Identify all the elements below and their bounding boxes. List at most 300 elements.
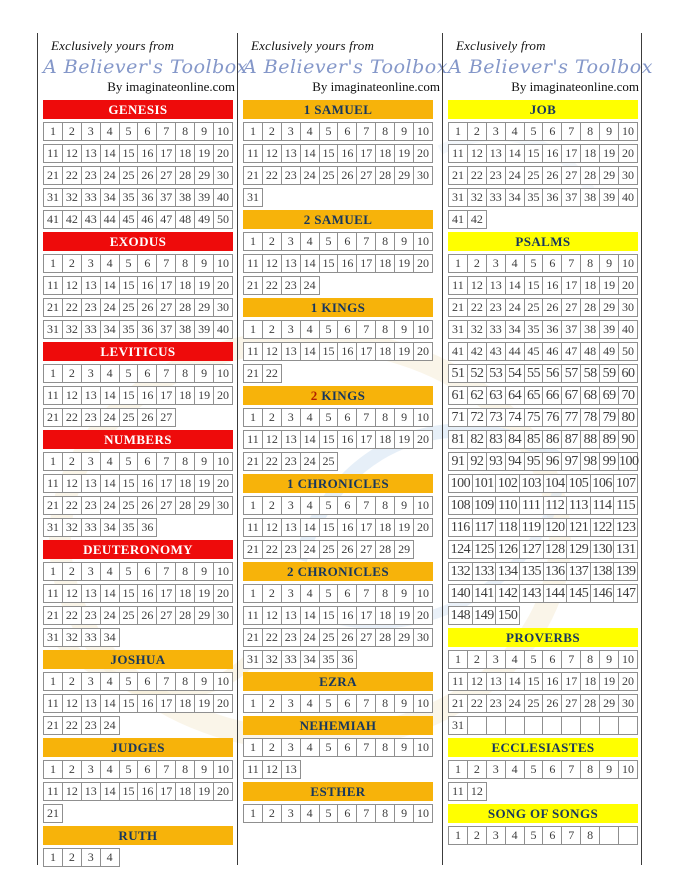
- chapter-row: [243, 254, 442, 273]
- chapter-cell: 2: [262, 320, 282, 339]
- chapter-cell: 43: [486, 342, 506, 361]
- chapter-cell: 8: [375, 232, 395, 251]
- chapter-cell: 32: [62, 320, 82, 339]
- chapter-cell: 17: [356, 254, 376, 273]
- chapter-cell: 10: [413, 584, 433, 603]
- chapter-cell: 31: [43, 628, 63, 647]
- chapter-cell: 7: [561, 122, 581, 141]
- chapter-cell: 31: [448, 188, 468, 207]
- chapter-cell: 28: [580, 166, 600, 185]
- chapter-cell: 15: [119, 694, 139, 713]
- tagline-text: Exclusively yours from: [251, 38, 375, 53]
- chapter-cell: 36: [137, 188, 157, 207]
- chapter-cell: 6: [137, 364, 157, 383]
- chapter-cell: 16: [337, 254, 357, 273]
- chapter-row: [448, 672, 641, 691]
- chapter-row: [448, 650, 641, 669]
- chapter-cell: 7: [156, 760, 176, 779]
- chapter-cell: 138: [590, 562, 615, 581]
- chapter-cell: 32: [262, 650, 282, 669]
- chapter-cell: 26: [542, 166, 562, 185]
- chapter-cell: 35: [319, 650, 339, 669]
- book-number-prefix: 2: [310, 388, 318, 403]
- chapter-row: [43, 760, 237, 779]
- chapter-cell: 52: [467, 364, 487, 383]
- chapter-cell: 12: [262, 430, 282, 449]
- chapter-cell: 3: [281, 804, 301, 823]
- chapter-row: [243, 430, 442, 449]
- brand-script-logo: A Believer's Toolbox: [448, 56, 653, 78]
- chapter-cell: 8: [375, 320, 395, 339]
- chapter-cell: 11: [43, 584, 63, 603]
- chapter-cell: 6: [542, 826, 562, 845]
- chapter-cell: 12: [62, 474, 82, 493]
- chapter-cell: 119: [519, 518, 544, 537]
- chapter-cell: 19: [194, 144, 214, 163]
- chapter-row: [448, 144, 641, 163]
- byline-text: By imaginateonline.com: [107, 79, 235, 94]
- chapter-cell: 15: [119, 782, 139, 801]
- chapter-cell: 66: [542, 386, 562, 405]
- chapter-cell: 2: [262, 496, 282, 515]
- chapter-cell: 20: [213, 144, 233, 163]
- chapter-row: [243, 496, 442, 515]
- chapter-cell: 7: [561, 650, 581, 669]
- chapter-cell: 5: [319, 122, 339, 141]
- chapter-row: [243, 452, 442, 471]
- chapter-cell: 10: [413, 496, 433, 515]
- chapter-cell: 12: [62, 584, 82, 603]
- chapter-row: [243, 408, 442, 427]
- chapter-cell: 5: [119, 562, 139, 581]
- chapter-cell: 25: [319, 452, 339, 471]
- chapter-cell: 5: [319, 408, 339, 427]
- chapter-cell: 48: [580, 342, 600, 361]
- chapter-cell: 30: [213, 166, 233, 185]
- empty-cell: [524, 716, 544, 735]
- chapter-cell: 22: [62, 298, 82, 317]
- book-header-ezra: EZRA: [243, 672, 433, 691]
- chapter-cell: 10: [413, 320, 433, 339]
- chapter-cell: 40: [213, 320, 233, 339]
- book-header-2-samuel: 2 SAMUEL: [243, 210, 433, 229]
- chapter-cell: 2: [62, 122, 82, 141]
- chapter-row: [243, 628, 442, 647]
- chapter-cell: 33: [486, 320, 506, 339]
- chapter-cell: 9: [599, 650, 619, 669]
- chapter-cell: 28: [175, 166, 195, 185]
- book-header-nehemiah: NEHEMIAH: [243, 716, 433, 735]
- chapter-cell: 9: [394, 804, 414, 823]
- chapter-cell: 7: [156, 672, 176, 691]
- chapter-cell: 48: [175, 210, 195, 229]
- chapter-row: [243, 760, 442, 779]
- chapter-cell: 9: [394, 496, 414, 515]
- chapter-cell: 62: [467, 386, 487, 405]
- chapter-cell: 8: [580, 122, 600, 141]
- chapter-cell: 8: [375, 496, 395, 515]
- chapter-cell: 18: [175, 694, 195, 713]
- chapter-cell: 2: [262, 584, 282, 603]
- chapter-cell: 14: [100, 694, 120, 713]
- chapter-cell: 16: [137, 694, 157, 713]
- chapter-row: [243, 738, 442, 757]
- chapter-cell: 146: [590, 584, 615, 603]
- chapter-cell: 18: [580, 672, 600, 691]
- chapter-cell: 15: [119, 144, 139, 163]
- chapter-cell: 29: [599, 298, 619, 317]
- chapter-cell: 10: [213, 364, 233, 383]
- chapter-cell: 19: [194, 584, 214, 603]
- chapter-cell: 10: [213, 760, 233, 779]
- chapter-cell: 33: [81, 518, 101, 537]
- chapter-cell: 22: [467, 694, 487, 713]
- chapter-cell: 50: [618, 342, 638, 361]
- chapter-cell: 11: [43, 144, 63, 163]
- chapter-cell: 16: [337, 606, 357, 625]
- chapter-cell: 31: [448, 320, 468, 339]
- book-header-numbers: NUMBERS: [43, 430, 233, 449]
- chapter-cell: 89: [599, 430, 619, 449]
- chapter-cell: 24: [300, 452, 320, 471]
- chapter-cell: 47: [561, 342, 581, 361]
- chapter-cell: 18: [175, 584, 195, 603]
- chapter-cell: 5: [319, 804, 339, 823]
- chapter-cell: 113: [566, 496, 591, 515]
- chapter-cell: 8: [375, 738, 395, 757]
- chapter-cell: 5: [119, 254, 139, 273]
- chapter-cell: 114: [590, 496, 615, 515]
- chapter-row: [43, 606, 237, 625]
- chapter-cell: 4: [505, 650, 525, 669]
- chapter-cell: 11: [43, 276, 63, 295]
- chapter-cell: 129: [566, 540, 591, 559]
- chapter-cell: 38: [580, 320, 600, 339]
- chapter-cell: 14: [505, 144, 525, 163]
- chapter-cell: 13: [81, 474, 101, 493]
- chapter-cell: 19: [394, 342, 414, 361]
- book-header-job: JOB: [448, 100, 638, 119]
- chapter-cell: 30: [413, 628, 433, 647]
- chapter-cell: 27: [356, 166, 376, 185]
- empty-cell: [542, 716, 562, 735]
- chapter-cell: 27: [561, 694, 581, 713]
- chapter-cell: 8: [580, 650, 600, 669]
- chapter-cell: 88: [580, 430, 600, 449]
- chapter-cell: 22: [467, 166, 487, 185]
- chapter-cell: 3: [281, 694, 301, 713]
- chapter-cell: 17: [356, 518, 376, 537]
- chapter-cell: 22: [262, 364, 282, 383]
- chapter-cell: 19: [394, 518, 414, 537]
- chapter-row: [448, 826, 641, 845]
- chapter-cell: 11: [243, 430, 263, 449]
- chapter-cell: 34: [505, 188, 525, 207]
- chapter-row: [448, 320, 641, 339]
- chapter-cell: 8: [175, 760, 195, 779]
- chapter-cell: 1: [43, 562, 63, 581]
- chapter-row: [43, 584, 237, 603]
- chapter-cell: 18: [375, 342, 395, 361]
- chapter-cell: 90: [618, 430, 638, 449]
- chapter-cell: 26: [137, 166, 157, 185]
- chapter-cell: 1: [243, 408, 263, 427]
- chapter-cell: 21: [43, 408, 63, 427]
- chapter-cell: 23: [281, 276, 301, 295]
- chapter-cell: 24: [100, 606, 120, 625]
- chapter-cell: 20: [213, 694, 233, 713]
- chapter-cell: 2: [262, 232, 282, 251]
- chapter-cell: 6: [542, 760, 562, 779]
- chapter-cell: 22: [62, 606, 82, 625]
- chapter-cell: 1: [43, 848, 63, 867]
- chapter-cell: 21: [243, 540, 263, 559]
- chapter-cell: 1: [448, 254, 468, 273]
- chapter-cell: 9: [394, 738, 414, 757]
- chapter-cell: 32: [62, 628, 82, 647]
- chapter-cell: 69: [599, 386, 619, 405]
- chapter-row: [243, 694, 442, 713]
- chapter-cell: 3: [281, 122, 301, 141]
- chapter-cell: 19: [194, 782, 214, 801]
- chapter-cell: 17: [156, 144, 176, 163]
- chapter-cell: 8: [375, 694, 395, 713]
- chapter-cell: 22: [62, 408, 82, 427]
- chapter-cell: 82: [467, 430, 487, 449]
- chapter-cell: 19: [394, 254, 414, 273]
- chapter-cell: 2: [262, 804, 282, 823]
- chapter-cell: 9: [194, 760, 214, 779]
- chapter-cell: 10: [213, 452, 233, 471]
- chapter-cell: 14: [100, 276, 120, 295]
- chapter-cell: 120: [543, 518, 568, 537]
- chapter-cell: 34: [505, 320, 525, 339]
- chapter-cell: 105: [566, 474, 591, 493]
- chapter-cell: 1: [43, 364, 63, 383]
- chapter-cell: 6: [337, 232, 357, 251]
- chapter-cell: 19: [394, 606, 414, 625]
- chapter-cell: 10: [213, 672, 233, 691]
- chapter-cell: 3: [281, 584, 301, 603]
- chapter-cell: 11: [43, 694, 63, 713]
- chapter-cell: 15: [524, 276, 544, 295]
- chapter-cell: 87: [561, 430, 581, 449]
- chapter-cell: 1: [243, 694, 263, 713]
- book-header-judges: JUDGES: [43, 738, 233, 757]
- chapter-cell: 5: [119, 672, 139, 691]
- chapter-row: [243, 584, 442, 603]
- chapter-cell: 21: [448, 166, 468, 185]
- chapter-row: [43, 122, 237, 141]
- chapter-cell: 15: [119, 386, 139, 405]
- chapter-cell: 30: [618, 694, 638, 713]
- chapter-cell: 102: [495, 474, 520, 493]
- chapter-cell: 57: [561, 364, 581, 383]
- chapter-cell: 14: [100, 782, 120, 801]
- chapter-cell: 38: [175, 188, 195, 207]
- chapter-cell: 8: [375, 584, 395, 603]
- chapter-cell: 21: [448, 298, 468, 317]
- chapter-cell: 54: [505, 364, 525, 383]
- chapter-cell: 4: [100, 254, 120, 273]
- chapter-cell: 1: [243, 738, 263, 757]
- chapter-cell: 26: [337, 540, 357, 559]
- chapter-cell: 1: [448, 760, 468, 779]
- chapter-cell: 24: [505, 298, 525, 317]
- chapter-cell: 15: [119, 584, 139, 603]
- chapter-cell: 19: [599, 144, 619, 163]
- chapter-cell: 34: [100, 628, 120, 647]
- chapter-cell: 25: [319, 166, 339, 185]
- chapter-cell: 8: [175, 364, 195, 383]
- empty-cell: [580, 716, 600, 735]
- chapter-cell: 30: [213, 496, 233, 515]
- chapter-row: [243, 276, 442, 295]
- chapter-cell: 4: [100, 848, 120, 867]
- chapter-cell: 20: [618, 144, 638, 163]
- chapter-row: [243, 364, 442, 383]
- chapter-cell: 6: [137, 254, 157, 273]
- chapter-cell: 23: [486, 694, 506, 713]
- chapter-cell: 22: [262, 540, 282, 559]
- book-name-text: KINGS: [317, 388, 366, 403]
- chapter-cell: 8: [580, 254, 600, 273]
- chapter-cell: 80: [618, 408, 638, 427]
- chapter-cell: 36: [337, 650, 357, 669]
- chapter-cell: 78: [580, 408, 600, 427]
- chapter-cell: 101: [472, 474, 497, 493]
- chapter-cell: 41: [43, 210, 63, 229]
- chapter-cell: 21: [243, 166, 263, 185]
- chapter-cell: 12: [62, 386, 82, 405]
- chapter-cell: 15: [319, 606, 339, 625]
- chapter-cell: 108: [448, 496, 473, 515]
- chapter-cell: 6: [337, 320, 357, 339]
- chapter-cell: 94: [505, 452, 525, 471]
- book-header-ruth: RUTH: [43, 826, 233, 845]
- chapter-cell: 6: [337, 804, 357, 823]
- chapter-cell: 2: [467, 760, 487, 779]
- chapter-cell: 24: [100, 166, 120, 185]
- byline-text: By imaginateonline.com: [511, 79, 639, 94]
- chapter-cell: 36: [137, 320, 157, 339]
- chapter-cell: 28: [375, 166, 395, 185]
- chapter-cell: 8: [580, 826, 600, 845]
- chapter-cell: 38: [175, 320, 195, 339]
- chapter-cell: 21: [43, 804, 63, 823]
- chapter-cell: 86: [542, 430, 562, 449]
- chapter-row: [43, 408, 237, 427]
- chapter-cell: 8: [175, 562, 195, 581]
- chapter-row: [43, 628, 237, 647]
- chapter-row: [243, 804, 442, 823]
- chapter-cell: 4: [505, 760, 525, 779]
- chapter-cell: 143: [519, 584, 544, 603]
- chapter-cell: 21: [43, 166, 63, 185]
- chapter-cell: 27: [356, 628, 376, 647]
- chapter-cell: 10: [213, 254, 233, 273]
- chapter-row: [448, 452, 641, 471]
- chart-columns: [37, 33, 653, 865]
- chapter-cell: 27: [156, 496, 176, 515]
- chapter-cell: 3: [81, 760, 101, 779]
- chapter-cell: 25: [524, 298, 544, 317]
- chapter-cell: 13: [281, 254, 301, 273]
- chapter-row: [448, 276, 641, 295]
- chapter-cell: 49: [194, 210, 214, 229]
- book-header-genesis: GENESIS: [43, 100, 233, 119]
- chapter-cell: 22: [262, 166, 282, 185]
- chapter-cell: 2: [262, 738, 282, 757]
- chapter-row: [243, 540, 442, 559]
- chapter-cell: 107: [613, 474, 638, 493]
- chapter-cell: 2: [262, 122, 282, 141]
- tagline-text: Exclusively from: [456, 38, 546, 53]
- chapter-cell: 20: [618, 276, 638, 295]
- chapter-cell: 26: [137, 606, 157, 625]
- chapter-cell: 16: [542, 276, 562, 295]
- chapter-cell: 11: [243, 254, 263, 273]
- chapter-cell: 7: [156, 452, 176, 471]
- chapter-cell: 118: [495, 518, 520, 537]
- chapter-cell: 83: [486, 430, 506, 449]
- chapter-cell: 67: [561, 386, 581, 405]
- chapter-cell: 2: [62, 672, 82, 691]
- chapter-cell: 21: [448, 694, 468, 713]
- chapter-cell: 20: [618, 672, 638, 691]
- chapter-cell: 123: [613, 518, 638, 537]
- empty-cell: [599, 826, 619, 845]
- chapter-cell: 42: [467, 342, 487, 361]
- chapter-cell: 73: [486, 408, 506, 427]
- chapter-cell: 104: [543, 474, 568, 493]
- chapter-cell: 13: [281, 144, 301, 163]
- chapter-cell: 14: [505, 276, 525, 295]
- chapter-cell: 12: [262, 760, 282, 779]
- chapter-cell: 3: [486, 254, 506, 273]
- chapter-cell: 28: [375, 540, 395, 559]
- chapter-cell: 25: [119, 166, 139, 185]
- chapter-cell: 6: [137, 562, 157, 581]
- chapter-cell: 29: [194, 606, 214, 625]
- chapter-cell: 98: [580, 452, 600, 471]
- chapter-cell: 36: [542, 320, 562, 339]
- chapter-cell: 11: [448, 144, 468, 163]
- chapter-cell: 9: [194, 562, 214, 581]
- chapter-cell: 39: [194, 320, 214, 339]
- chapter-cell: 40: [213, 188, 233, 207]
- chapter-cell: 12: [262, 606, 282, 625]
- chapter-cell: 16: [137, 474, 157, 493]
- chapter-cell: 13: [486, 672, 506, 691]
- chapter-cell: 15: [319, 430, 339, 449]
- chapter-cell: 25: [524, 166, 544, 185]
- chapter-cell: 26: [337, 166, 357, 185]
- chapter-cell: 116: [448, 518, 473, 537]
- chapter-cell: 13: [281, 606, 301, 625]
- chapter-cell: 9: [599, 760, 619, 779]
- chapter-row: [448, 342, 641, 361]
- chapter-cell: 1: [448, 650, 468, 669]
- chapter-cell: 14: [100, 386, 120, 405]
- chapter-cell: 29: [599, 166, 619, 185]
- chapter-cell: 10: [413, 694, 433, 713]
- chapter-row: [43, 474, 237, 493]
- chapter-cell: 18: [175, 386, 195, 405]
- chapter-cell: 24: [100, 496, 120, 515]
- chapter-cell: 5: [524, 122, 544, 141]
- chapter-cell: 7: [356, 694, 376, 713]
